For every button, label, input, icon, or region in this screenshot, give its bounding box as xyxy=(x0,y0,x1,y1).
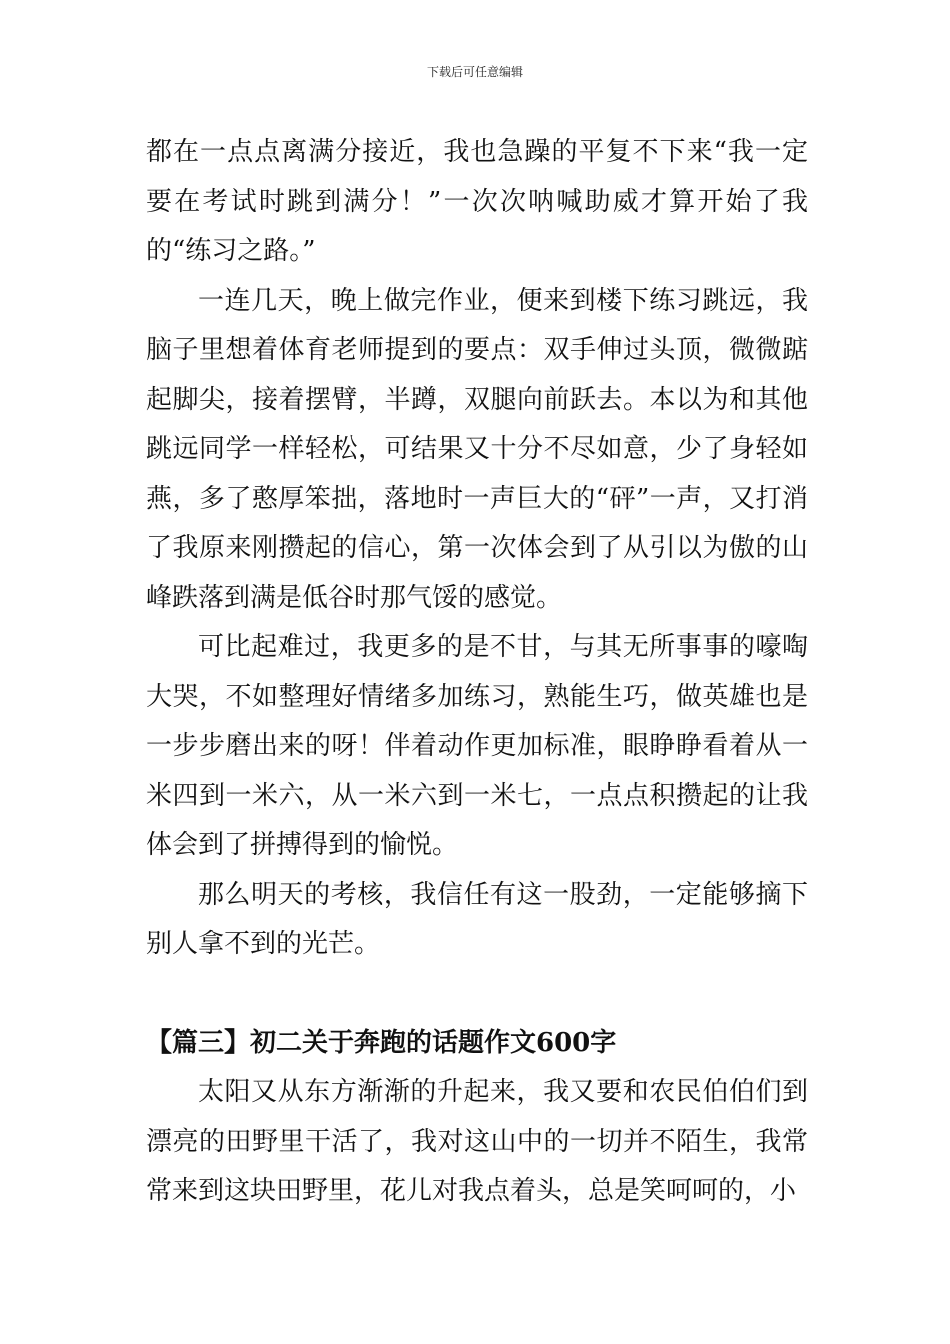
section-spacer xyxy=(146,970,808,1019)
paragraph-section-three: 太阳又从东方渐渐的升起来，我又要和农民伯伯们到漂亮的田野里干活了，我对这山中的一切并不陌生，我常常来到这块田野里，花儿对我点着头，总是笑呵呵的，小 xyxy=(146,1077,808,1206)
paragraph-conclusion: 那么明天的考核，我信任有这一股劲，一定能够摘下别人拿不到的光芒。 xyxy=(146,879,808,959)
page-header-note: 下载后可任意编辑 xyxy=(426,65,523,79)
paragraph-practice: 一连几天，晚上做完作业，便来到楼下练习跳远，我脑子里想着体育老师提到的要点：双手伸过头顶，微微踮起脚尖，接着摆臂，半蹲，双腿向前跃去。本以为和其他跳远同学一样轻松，可结果又十分不尽如意，少了身轻如燕，多了憨厚笨拙，落地时一声巨大的“砰”一声，又打消了我原来刚攒起的信心，第一次体会到了从引以为傲的山峰跌落到满是低谷时那气馁的感觉。 xyxy=(146,285,808,613)
document-body xyxy=(146,128,808,1217)
paragraph-perseverance: 可比起难过，我更多的是不甘，与其无所事事的嚎啕大哭，不如整理好情绪多加练习，熟能生巧，做英雄也是一步步磨出来的呀！伴着动作更加标准，眼睁睁看着从一米四到一米六，从一米六到一米七，一点点积攒起的让我体会到了拼搏得到的愉悦。 xyxy=(146,632,808,860)
paragraph-continuation: 都在一点点离满分接近，我也急躁的平复不下来“我一定要在考试时跳到满分！”一次次呐喊助威才算开始了我的“练习之路。” xyxy=(146,137,808,266)
section-title: 【篇三】初二关于奔跑的话题作文600字 xyxy=(146,1027,617,1058)
